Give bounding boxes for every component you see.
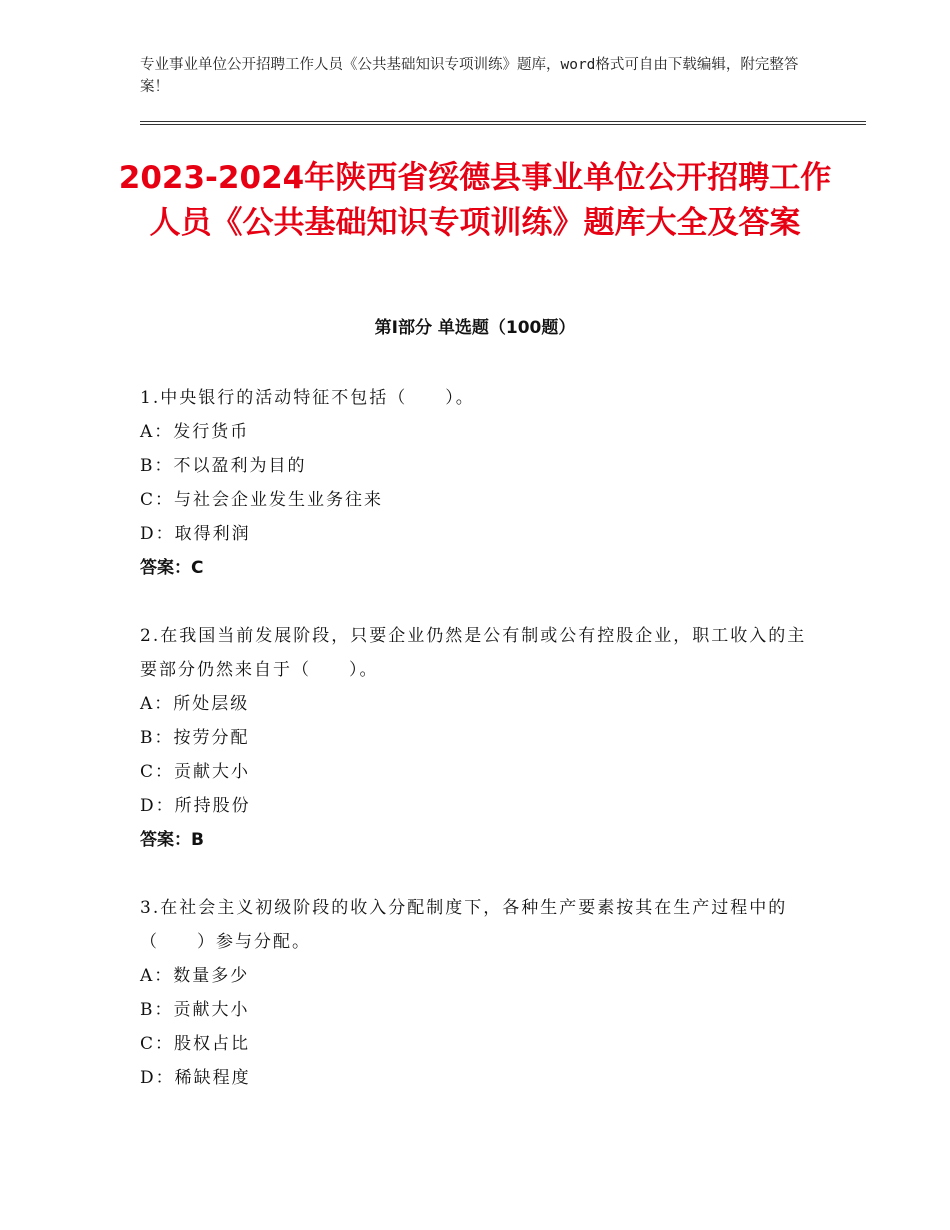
question-stem: 3.在社会主义初级阶段的收入分配制度下，各种生产要素按其在生产过程中的（ ）参与分配。 bbox=[140, 898, 788, 952]
answer-label: 答案：B bbox=[140, 830, 204, 850]
option-d: D：所持股份 bbox=[140, 796, 251, 816]
option-d: D：稀缺程度 bbox=[140, 1068, 251, 1088]
option-c: C：股权占比 bbox=[140, 1034, 251, 1054]
option-c: C：贡献大小 bbox=[140, 762, 251, 782]
option-d: D：取得利润 bbox=[140, 524, 251, 544]
option-b: B：按劳分配 bbox=[140, 728, 250, 748]
option-a: A：发行货币 bbox=[140, 422, 250, 442]
question-stem: 2.在我国当前发展阶段，只要企业仍然是公有制或公有控股企业，职工收入的主要部分仍然来自于（ ）。 bbox=[140, 626, 807, 680]
question-item bbox=[140, 619, 810, 857]
question-list bbox=[140, 381, 810, 1129]
question-item bbox=[140, 891, 810, 1095]
question-stem: 1.中央银行的活动特征不包括（ ）。 bbox=[140, 388, 475, 408]
header-divider-secondary bbox=[140, 124, 866, 125]
header-note: 专业事业单位公开招聘工作人员《公共基础知识专项训练》题库，word格式可自由下载编辑，附完整答案！ bbox=[140, 57, 799, 95]
section-title: 第Ⅰ部分 单选题（100题） bbox=[374, 318, 576, 338]
question-item bbox=[140, 381, 810, 585]
answer-label: 答案：C bbox=[140, 558, 204, 578]
option-c: C：与社会企业发生业务往来 bbox=[140, 490, 384, 510]
option-a: A：数量多少 bbox=[140, 966, 250, 986]
option-b: B：不以盈利为目的 bbox=[140, 456, 307, 476]
header-divider bbox=[140, 121, 866, 122]
option-b: B：贡献大小 bbox=[140, 1000, 250, 1020]
document-title: 2023-2024年陕西省绥德县事业单位公开招聘工作人员《公共基础知识专项训练》题库大全及答案 bbox=[118, 160, 832, 241]
option-a: A：所处层级 bbox=[140, 694, 250, 714]
